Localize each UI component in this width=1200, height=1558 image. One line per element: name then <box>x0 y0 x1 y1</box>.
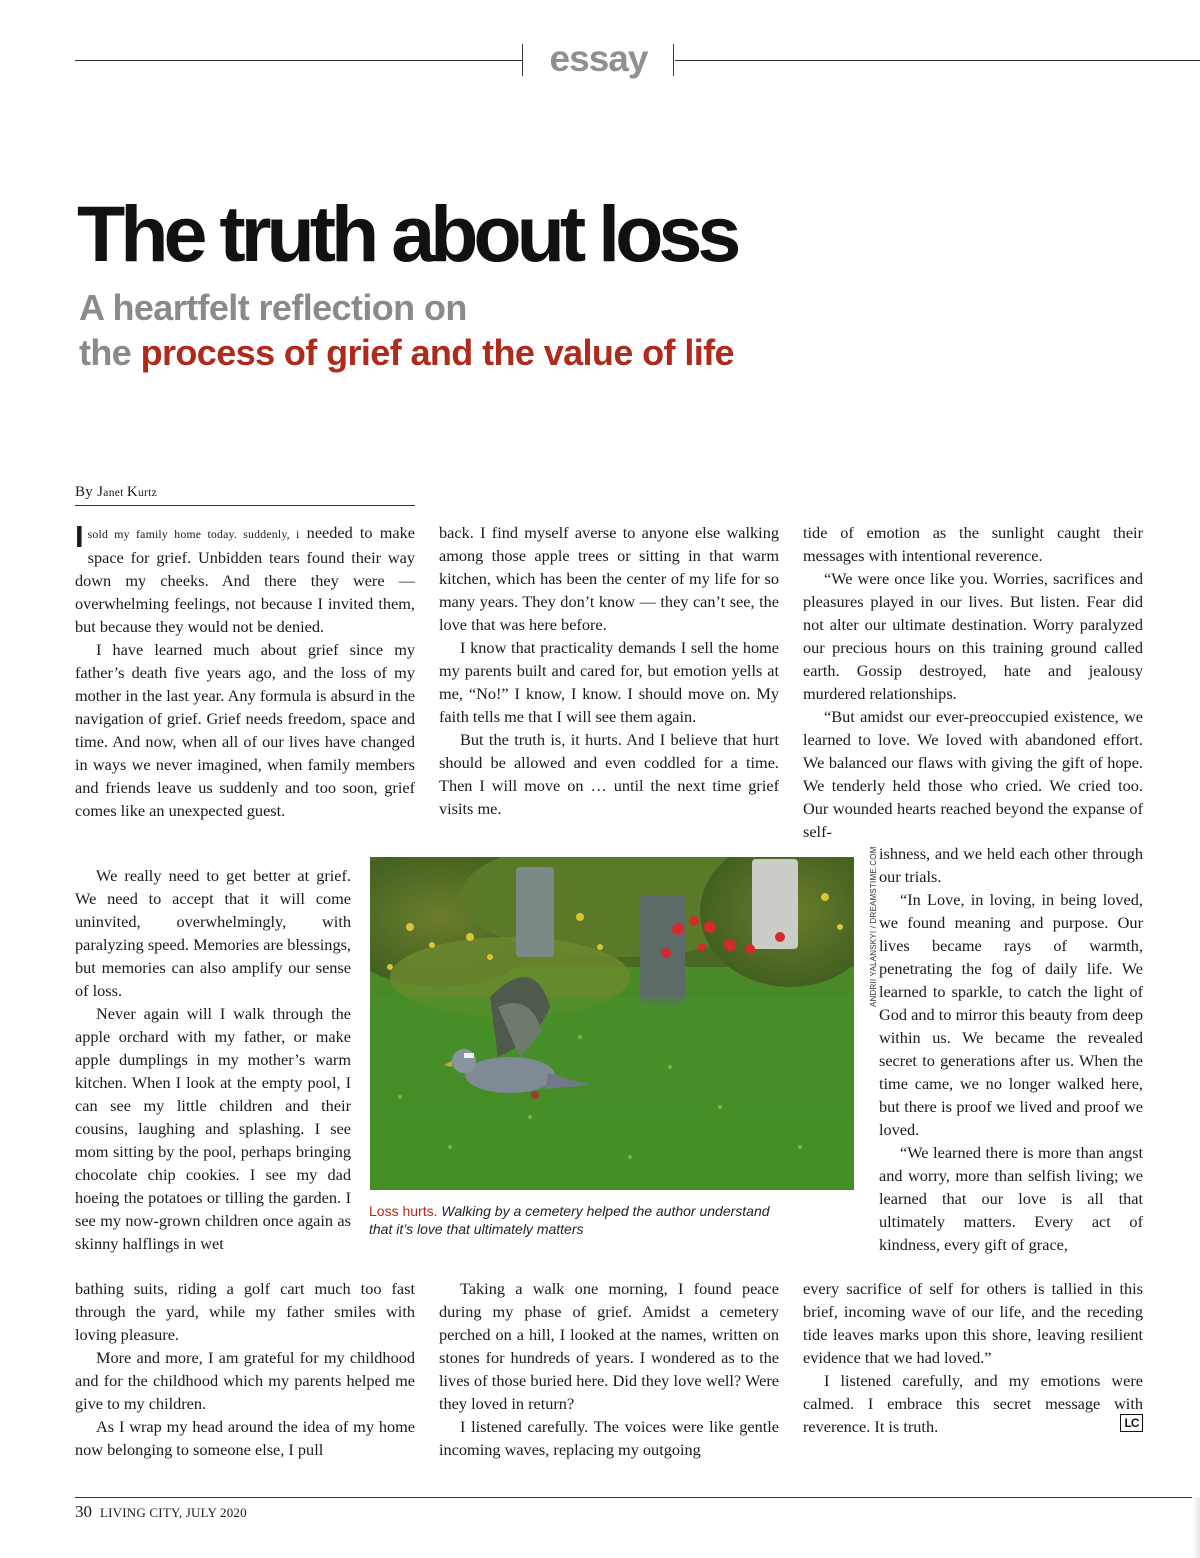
footer <box>75 1502 247 1522</box>
paragraph: We really need to get better at grief. We need to accept that it will come uninvited, overwhelmingly, with paralyzing speed. Memories are blessings, but memories can also amplify our sense of loss. <box>75 866 351 1000</box>
paragraph: More and more, I am grateful for my childhood and for the childhood which my parents helped me give to my children. <box>75 1348 415 1413</box>
header-tick-right <box>673 44 674 76</box>
byline-last-rest: urtz <box>137 487 158 499</box>
column-3-lower <box>803 1277 1143 1438</box>
footer-rule <box>75 1497 1200 1498</box>
paragraph: bathing suits, riding a golf cart much too fast through the yard, while my father smiles with loving pleasure. <box>75 1279 415 1344</box>
opening-smallcaps: sold my family home today. suddenly, i <box>87 527 300 541</box>
deck <box>79 285 734 375</box>
column-3-wrap <box>879 842 1143 1256</box>
column-3 <box>803 521 1143 843</box>
column-2 <box>439 521 779 820</box>
section-label: essay <box>549 38 648 79</box>
deck-line-2 <box>79 330 734 375</box>
headline: The truth about loss <box>77 189 737 278</box>
byline-first-initial: J <box>97 484 104 500</box>
paragraph: I listened carefully, and my emotions were calmed. I embrace this secret message with reverence. It is truth. <box>803 1371 1143 1436</box>
paragraph: “We learned there is more than angst and worry, more than selfish living; we learned that our love is all that ultimately matters. Every act of kindness, every gift of grace, <box>879 1143 1143 1254</box>
byline-first-rest: anet <box>103 487 127 499</box>
caption-text: Walking by a cemetery helped the author understand that it’s love that ultimately matters <box>369 1203 770 1237</box>
byline-last-initial: K <box>126 484 138 500</box>
paragraph: ishness, and we held each other through our trials. <box>879 844 1143 886</box>
photo-caption <box>369 1202 789 1238</box>
paragraph: tide of emotion as the sunlight caught their messages with intentional reverence. <box>803 523 1143 565</box>
paragraph: back. I find myself averse to anyone else walking among those apple trees or sitting in that warm kitchen, which has been the center of my life for so many years. They don’t know — they can’t see, the love that was here before. <box>439 523 779 634</box>
byline-by: By <box>75 484 98 500</box>
paragraph: As I wrap my head around the idea of my home now belonging to someone else, I pull <box>75 1417 415 1459</box>
header-tick-left <box>522 44 523 76</box>
drop-cap: I <box>75 519 84 554</box>
paragraph: I have learned much about grief since my father’s death five years ago, and the loss of my mother in the last year. Any formula is absurd in the navigation of grief. Grief needs freedom, space and time. And now, when all of our lives have changed in ways we never imagined, when family members and friends leave us suddenly and too soon, grief comes like an unexpected guest. <box>75 640 415 820</box>
deck-line-2-gray: the <box>79 332 141 373</box>
magazine-issue: LIVING CITY, JULY 2020 <box>100 1505 247 1520</box>
column-2-lower <box>439 1277 779 1461</box>
paragraph <box>75 521 415 638</box>
column-1-wrap <box>75 864 351 1255</box>
cemetery-photo-image <box>370 857 854 1190</box>
page-number: 30 <box>75 1502 92 1521</box>
caption-lead: Loss hurts. <box>369 1203 438 1219</box>
paragraph: “But amidst our ever-preoccupied existence, we learned to love. We loved with abandoned effort. We balanced our flaws with giving the gift of hope. We tenderly held those who cried. We cried too. Our wounded hearts reached beyond the expanse of self- <box>803 707 1143 841</box>
cemetery-photo <box>370 857 854 1190</box>
paragraph: I listened carefully. The voices were like gentle incoming waves, replacing my outgoing <box>439 1417 779 1459</box>
end-mark-logo: LC <box>1120 1414 1143 1432</box>
header-rule-right <box>675 60 1200 61</box>
paragraph: “In Love, in loving, in being loved, we found meaning and purpose. Our lives became rays of warmth, penetrating the fog of daily life. We learned to sparkle, to catch the light of God and to mirror this beauty from deep within us. We became the revealed secret to generations after us. When the time came, we no longer walked here, but there is proof we lived and proof we loved. <box>879 890 1143 1139</box>
paragraph: But the truth is, it hurts. And I believe that hurt should be allowed and even coddled for a time. Then I will move on … until the next time grief visits me. <box>439 730 779 818</box>
deck-line-1: A heartfelt reflection on <box>79 287 467 328</box>
header-rule-left <box>75 60 523 61</box>
column-1 <box>75 521 415 822</box>
column-1-lower <box>75 1277 415 1461</box>
paragraph: I know that practicality demands I sell the home my parents built and cared for, but emotion yells at me, “No!” I know, I know. I should move on. My faith tells me that I will see them again. <box>439 638 779 726</box>
paragraph: every sacrifice of self for others is tallied in this brief, incoming wave of our life, and the receding tide leaves marks upon this shore, leaving resilient evidence that we had loved.” <box>803 1279 1143 1367</box>
photo-credit-text: ANDRII YALANSKYI / DREAMSTIME.COM <box>869 846 878 1007</box>
deck-line-2-red: process of grief and the value of life <box>140 332 734 373</box>
paragraph: Taking a walk one morning, I found peace during my phase of grief. Amidst a cemetery perched on a hill, I looked at the names, written on stones for hundreds of years. I wondered as to the lives of those buried here. Did they love well? Were they loved in return? <box>439 1279 779 1413</box>
paragraph-text: needed to make space for grief. Unbidden tears found their way down my cheeks. And there they were — overwhelming feelings, not because I invited them, but because they would not be denied. <box>75 523 415 636</box>
byline <box>75 484 415 506</box>
paragraph: “We were once like you. Worries, sacrifices and pleasures played in our lives. But listen. Fear did not alter our ultimate destination. Worry paralyzed our precious hours on this training ground called earth. Gossip destroyed, hate and jealousy murdered relationships. <box>803 569 1143 703</box>
paragraph: Never again will I walk through the apple orchard with my father, or make apple dumplings in my mother’s warm kitchen. When I look at the empty pool, I can see my little children and their cousins, laughing and splashing. I see mom sitting by the pool, perhaps bringing chocolate chip cookies. I see my dad hoeing the potatoes or tilling the garden. I see my now-grown children once again as skinny halflings in wet <box>75 1004 351 1253</box>
photo-credit <box>857 846 878 1007</box>
page-edge-shadow <box>1192 1497 1200 1558</box>
